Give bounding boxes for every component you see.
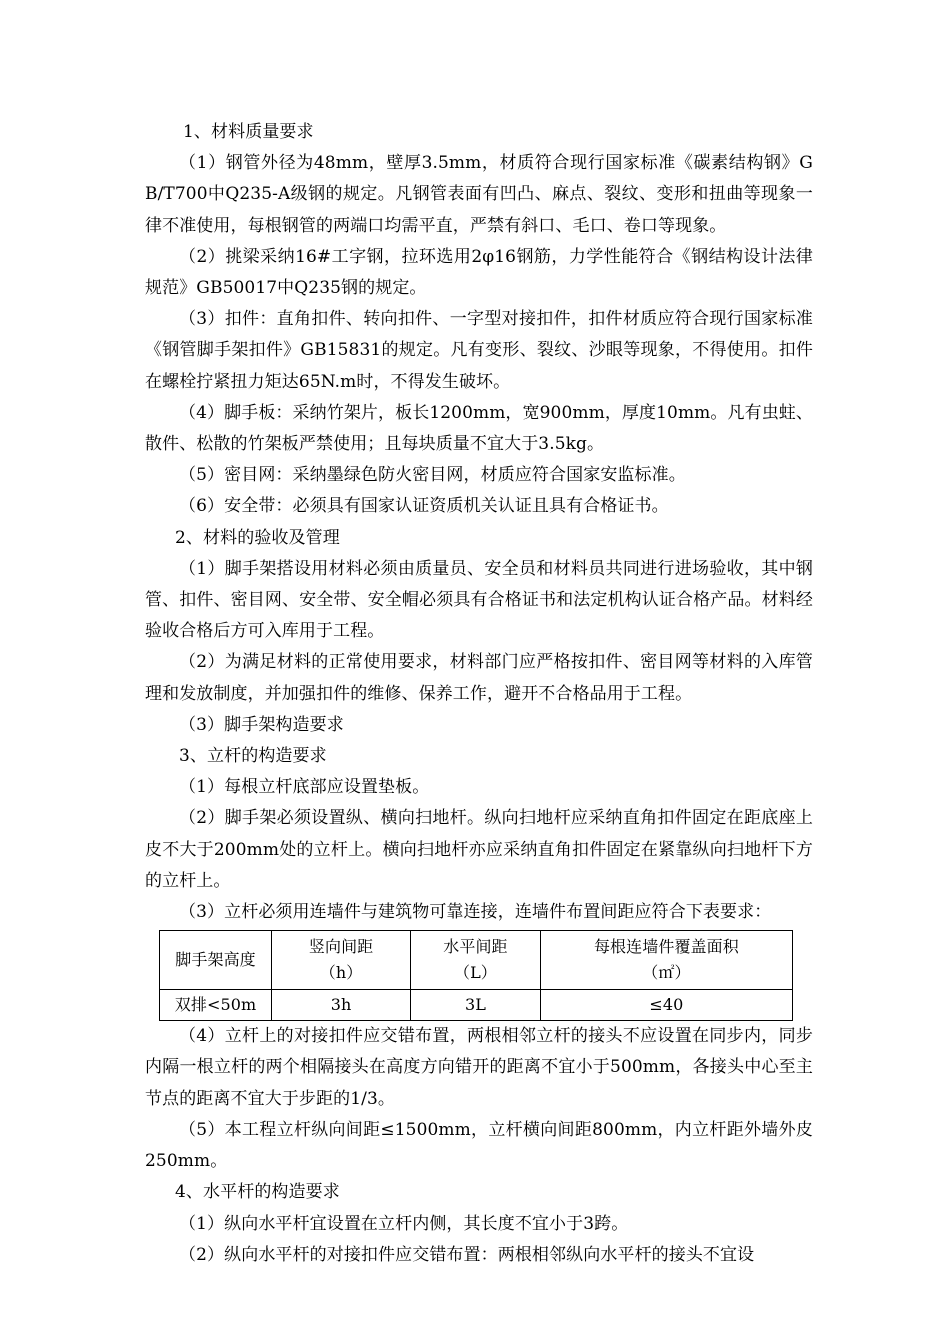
table-row (160, 990, 793, 1021)
paragraph: （6）安全带：必须具有国家认证资质机关认证且具有合格证书。 (179, 496, 669, 517)
paragraph: （2）为满足材料的正常使用要求，材料部门应严格按扣件、密目网等材料的入库管理和发放制度，并加强扣件的维修、保养工作，避开不合格品用于工程。 (145, 652, 813, 704)
paragraph: （3）扣件：直角扣件、转向扣件、一字型对接扣件，扣件材质应符合现行国家标准《钢管脚手架扣件》GB15831的规定。凡有变形、裂纹、沙眼等现象，不得使用。扣件在螺栓拧紧扭力矩达65N.m时，不得发生破坏。 (145, 309, 813, 392)
paragraph: （5）本工程立杆纵向间距≤1500mm，立杆横向间距800mm，内立杆距外墙外皮250mm。 (145, 1119, 813, 1172)
table-header-cell: 竖向间距 （h） (272, 931, 411, 990)
table-header-cell: 脚手架高度 (160, 931, 272, 990)
paragraph: （1）钢管外径为48mm，壁厚3.5mm，材质符合现行国家标准《碳素结构钢》GB/T700中Q235-A级钢的规定。凡钢管表面有凹凸、麻点、裂纹、变形和扭曲等现象一律不准使用，每根钢管的两端口均需平直，严禁有斜口、毛口、卷口等现象。 (145, 153, 813, 236)
paragraph: （4）立杆上的对接扣件应交错布置，两根相邻立杆的接头不应设置在同步内，同步内隔一根立杆的两个相隔接头在高度方向错开的距离不宜小于500mm，各接头中心至主节点的距离不宜大于步距的1/3。 (145, 1026, 813, 1109)
table-header-row (160, 931, 793, 990)
paragraph: （2）纵向水平杆的对接扣件应交错布置：两根相邻纵向水平杆的接头不宜设 (179, 1244, 755, 1265)
section-heading-1: 1、材料质量要求 (183, 122, 314, 142)
table-cell: 3L (411, 990, 541, 1021)
document-body (145, 117, 813, 1271)
paragraph: （2）挑梁采纳16#工字钢，拉环选用2φ16钢筋，力学性能符合《钢结构设计法律规范》GB50017中Q235钢的规定。 (145, 246, 813, 299)
section-heading-3: 3、立杆的构造要求 (179, 746, 327, 767)
section-heading-2: 2、材料的验收及管理 (175, 527, 340, 548)
section-heading-4: 4、水平杆的构造要求 (175, 1182, 340, 1203)
paragraph: （1）纵向水平杆宜设置在立杆内侧，其长度不宜小于3跨。 (179, 1213, 629, 1234)
paragraph: （5）密目网：采纳墨绿色防火密目网，材质应符合国家安监标准。 (179, 465, 686, 486)
table-header-cell: 每根连墙件覆盖面积 （㎡） (540, 931, 792, 990)
paragraph: （1）脚手架搭设用材料必须由质量员、安全员和材料员共同进行进场验收，其中钢管、扣件、密目网、安全带、安全帽必须具有合格证书和法定机构认证合格产品。材料经验收合格后方可入库用于工程。 (145, 558, 813, 642)
paragraph: （2）脚手架必须设置纵、横向扫地杆。纵向扫地杆应采纳直角扣件固定在距底座上皮不大于200mm处的立杆上。横向扫地杆亦应采纳直角扣件固定在紧靠纵向扫地杆下方的立杆上。 (145, 808, 813, 891)
table-cell: 3h (272, 990, 411, 1021)
table-cell: ≤40 (540, 990, 792, 1021)
wall-tie-spacing-table (159, 930, 793, 1021)
paragraph: （1）每根立杆底部应设置垫板。 (179, 777, 430, 798)
paragraph: （3）脚手架构造要求 (179, 714, 344, 735)
paragraph: （4）脚手板：采纳竹架片，板长1200mm，宽900mm，厚度10mm。凡有虫蛀、散件、松散的竹架板严禁使用；且每块质量不宜大于3.5kg。 (145, 402, 813, 455)
table-header-cell: 水平间距 （L） (411, 931, 541, 990)
paragraph: （3）立杆必须用连墙件与建筑物可靠连接，连墙件布置间距应符合下表要求： (179, 902, 772, 923)
table-cell: 双排<50m (160, 990, 272, 1021)
